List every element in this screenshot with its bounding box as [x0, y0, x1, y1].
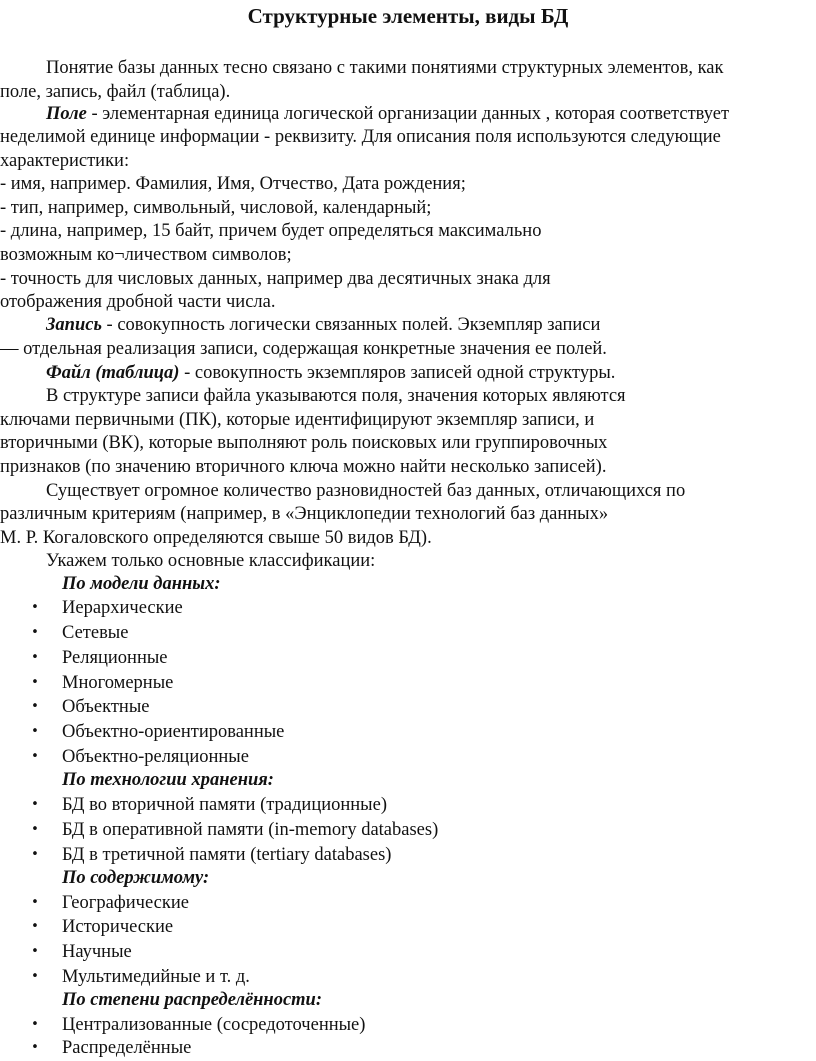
paragraph-line: В структуре записи файла указываются поля, значения которых являются: [46, 386, 626, 406]
list-item-label: Сетевые: [62, 623, 129, 643]
paragraph-line: М. Р. Когаловского определяются свыше 50 видов БД).: [0, 528, 432, 548]
list-item-label: Централизованные (сосредоточенные): [62, 1015, 366, 1035]
paragraph-line: [46, 361, 615, 385]
list-item-label: Реляционные: [62, 648, 168, 668]
list-item-label: Объектные: [62, 697, 150, 717]
bullet-icon: •: [31, 1017, 39, 1032]
paragraph-line: характеристики:: [0, 151, 130, 171]
bullet-icon: •: [31, 625, 39, 640]
bullet-icon: •: [31, 944, 39, 959]
paragraph-line: - длина, например, 15 байт, причем будет определяться максимально: [0, 221, 542, 241]
term-file: Файл (таблица): [46, 363, 180, 383]
list-item-label: Географические: [62, 893, 189, 913]
paragraph-line: различным критериям (например, в «Энциклопедии технологий баз данных»: [0, 504, 609, 524]
paragraph-line: — отдельная реализация записи, содержащая конкретные значения ее полей.: [0, 339, 607, 359]
paragraph-line: Укажем только основные классификации:: [46, 551, 376, 571]
paragraph-line: возможным ко¬личеством символов;: [0, 245, 292, 265]
bullet-icon: •: [31, 699, 39, 714]
list-item-label: БД в оперативной памяти (in-memory databases): [62, 820, 439, 840]
paragraph-line: неделимой единице информации - реквизиту. Для описания поля используются следующие: [0, 127, 721, 147]
term-record: Запись: [46, 315, 102, 335]
classification-heading: По модели данных:: [62, 574, 221, 594]
paragraph-line: вторичными (ВК), которые выполняют роль поисковых или группировочных: [0, 433, 608, 453]
paragraph-line: поле, запись, файл (таблица).: [0, 82, 231, 102]
bullet-icon: •: [31, 895, 39, 910]
page-title: Структурные элементы, виды БД: [247, 4, 569, 28]
bullet-icon: •: [31, 919, 39, 934]
list-item-label: Объектно-ориентированные: [62, 722, 285, 742]
paragraph-line: Понятие базы данных тесно связано с такими понятиями структурных элементов, как: [46, 58, 724, 78]
paragraph-line: отображения дробной части числа.: [0, 292, 276, 312]
paragraph-line: [46, 102, 729, 126]
bullet-icon: •: [31, 847, 39, 862]
list-item-label: Распределённые: [62, 1038, 192, 1058]
bullet-icon: •: [31, 969, 39, 984]
term-definition: - элементарная единица логической организации данных , которая соответствует: [86, 104, 730, 124]
bullet-icon: •: [31, 1040, 39, 1055]
bullet-icon: •: [31, 724, 39, 739]
list-item-label: БД во вторичной памяти (традиционные): [62, 795, 387, 815]
bullet-icon: •: [31, 797, 39, 812]
term-definition: - совокупность экземпляров записей одной структуры.: [179, 363, 616, 383]
classification-heading: По технологии хранения:: [62, 770, 274, 790]
bullet-icon: •: [31, 675, 39, 690]
bullet-icon: •: [31, 650, 39, 665]
list-item-label: Мультимедийные и т. д.: [62, 967, 250, 987]
bullet-icon: •: [31, 600, 39, 615]
paragraph-line: - имя, например. Фамилия, Имя, Отчество, Дата рождения;: [0, 174, 466, 194]
paragraph-line: [46, 313, 600, 337]
paragraph-line: Существует огромное количество разновидностей баз данных, отличающихся по: [46, 481, 686, 501]
paragraph-line: - точность для числовых данных, например два десятичных знака для: [0, 269, 551, 289]
list-item-label: Научные: [62, 942, 132, 962]
list-item-label: Многомерные: [62, 673, 174, 693]
list-item-label: Объектно-реляционные: [62, 747, 249, 767]
term-field: Поле: [46, 104, 87, 124]
paragraph-line: признаков (по значению вторичного ключа можно найти несколько записей).: [0, 457, 607, 477]
term-definition: - совокупность логически связанных полей. Экземпляр записи: [101, 315, 601, 335]
classification-heading: По содержимому:: [62, 868, 210, 888]
list-item-label: Исторические: [62, 917, 174, 937]
list-item-label: Иерархические: [62, 598, 183, 618]
bullet-icon: •: [31, 749, 39, 764]
bullet-icon: •: [31, 822, 39, 837]
classification-heading: По степени распределённости:: [62, 990, 322, 1010]
list-item-label: БД в третичной памяти (tertiary databases): [62, 845, 392, 865]
paragraph-line: - тип, например, символьный, числовой, календарный;: [0, 198, 432, 218]
paragraph-line: ключами первичными (ПК), которые идентифицируют экземпляр записи, и: [0, 410, 595, 430]
